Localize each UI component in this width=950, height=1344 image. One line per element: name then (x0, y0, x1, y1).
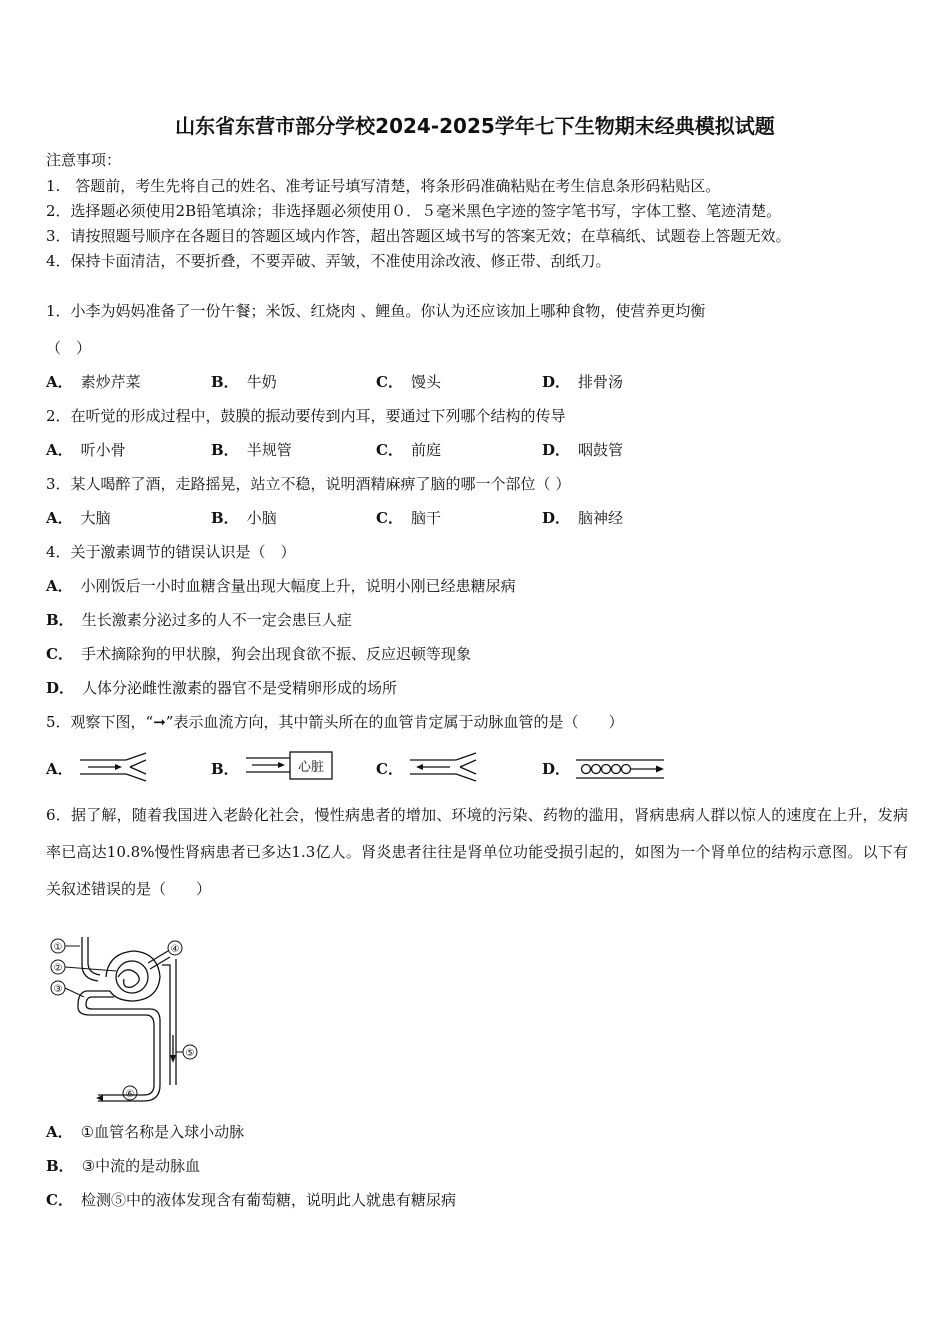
option-text: 排骨汤 (578, 373, 624, 391)
option-d[interactable] (542, 758, 578, 780)
question-6-stem: 6．据了解，随着我国进入老龄化社会，慢性病患者的增加、环境的污染、药物的滥用，肾病患病人群以惊人的速度在上升，发病率已高达10.8%慢性肾病患者已多达1.3亿人。肾炎患者往往是肾单位功能受损引起的，如图为一个肾单位的结构示意图。以下有关叙述错误的是（ ） (46, 806, 908, 898)
option-text: 大脑 (80, 509, 111, 527)
option-text: 小刚饭后一小时血糖含量出现大幅度上升，说明小刚已经患糖尿病 (80, 577, 516, 595)
option-letter: C． (376, 441, 403, 459)
option-a[interactable] (46, 758, 81, 780)
option-letter: C． (46, 645, 73, 663)
option-d[interactable] (46, 678, 397, 698)
arrow-right-icon (115, 764, 122, 770)
option-b[interactable] (46, 1156, 200, 1176)
option-c[interactable] (376, 507, 441, 529)
arrow-left-icon (416, 764, 423, 770)
option-d[interactable] (542, 507, 623, 529)
option-letter: B． (211, 760, 239, 778)
option-letter: C． (46, 1191, 73, 1209)
label-4: ④ (170, 944, 180, 955)
option-letter: C． (376, 373, 403, 391)
arrow-left-icon (96, 1095, 103, 1101)
notice-item: 4．保持卡面清洁，不要折叠，不要弄破、弄皱，不准使用涂改液、修正带、刮纸刀。 (46, 252, 611, 270)
option-letter: D． (542, 441, 571, 459)
label-5: ⑤ (185, 1048, 195, 1059)
question-1-stem-bracket: （ ） (46, 339, 92, 357)
option-letter: B． (211, 441, 239, 459)
option-text: 人体分泌雌性激素的器官不是受精卵形成的场所 (82, 679, 398, 697)
option-letter: D． (46, 679, 75, 697)
notice-item: 3．请按照题号顺序在各题目的答题区域内作答，超出答题区域书写的答案无效；在草稿纸、试题卷上答题无效。 (46, 227, 791, 245)
option-letter: B． (46, 611, 74, 629)
option-text: ③中流的是动脉血 (81, 1157, 201, 1175)
option-letter: C． (376, 509, 403, 527)
page-title: 山东省东营市部分学校2024-2025学年七下生物期末经典模拟试题 (175, 114, 775, 138)
option-letter: D． (542, 760, 571, 778)
option-c[interactable] (46, 1190, 456, 1210)
vessel-diagram-a (78, 752, 150, 782)
option-b[interactable] (211, 439, 292, 461)
option-letter: B． (211, 509, 239, 527)
option-a[interactable] (46, 507, 111, 529)
question-5-stem: 5．观察下图，“➞”表示血流方向，其中箭头所在的血管肯定属于动脉血管的是（ ） (46, 713, 624, 731)
option-c[interactable] (376, 439, 441, 461)
label-2: ② (53, 963, 63, 974)
heart-label: 心脏 (297, 760, 325, 775)
option-c[interactable] (376, 371, 441, 393)
option-text: 手术摘除狗的甲状腺，狗会出现食欲不振、反应迟顿等现象 (80, 645, 471, 663)
option-text: 生长激素分泌过多的人不一定会患巨人症 (81, 611, 352, 629)
option-letter: A． (46, 577, 73, 595)
option-text: 馒头 (410, 373, 441, 391)
label-3: ③ (53, 984, 63, 995)
option-text: 咽鼓管 (578, 441, 624, 459)
option-text: 小脑 (246, 509, 277, 527)
option-text: 前庭 (410, 441, 441, 459)
option-a[interactable] (46, 439, 126, 461)
option-b[interactable] (211, 507, 277, 529)
option-text: 脑神经 (578, 509, 624, 527)
option-letter: B． (211, 373, 239, 391)
option-letter: B． (46, 1157, 74, 1175)
question-2-options (46, 439, 906, 461)
glomerulus (116, 961, 148, 993)
arrow-right-icon (656, 766, 664, 773)
vessel-diagram-c (408, 752, 480, 782)
option-text: 检测⑤中的液体发现含有葡萄糖，说明此人就患有糖尿病 (80, 1191, 456, 1209)
option-letter: C． (376, 760, 403, 778)
question-1-stem: 1．小李为妈妈准备了一份午餐；米饭、红烧肉 、鲤鱼。你认为还应该加上哪种食物，使营养更均衡 (46, 302, 706, 320)
option-d[interactable] (542, 439, 623, 461)
option-letter: A． (46, 509, 73, 527)
option-text: ①血管名称是入球小动脉 (80, 1123, 245, 1141)
arrow-right-icon (278, 762, 285, 768)
label-6: ⑥ (125, 1089, 135, 1100)
nephron-diagram (46, 935, 206, 1105)
option-a[interactable] (46, 371, 141, 393)
option-letter: A． (46, 441, 73, 459)
vessel-diagram-d (574, 756, 670, 782)
option-b[interactable] (211, 371, 277, 393)
option-text: 脑干 (410, 509, 441, 527)
option-c[interactable] (376, 758, 411, 780)
option-b[interactable] (211, 758, 247, 780)
question-3-stem: 3．某人喝醉了酒，走路摇晃，站立不稳，说明酒精麻痹了脑的哪一个部位（ ） (46, 475, 571, 493)
question-2-stem: 2．在听觉的形成过程中，鼓膜的振动要传到内耳，要通过下列哪个结构的传导 (46, 407, 566, 425)
option-text: 半规管 (246, 441, 292, 459)
question-4-stem: 4．关于激素调节的错误认识是（ ） (46, 543, 296, 561)
option-text: 素炒芹菜 (80, 373, 141, 391)
option-a[interactable] (46, 576, 516, 596)
option-letter: A． (46, 1123, 73, 1141)
notice-item: 1. 答题前，考生先将自己的姓名、准考证号填写清楚，将条形码准确粘贴在考生信息条形码粘贴区。 (46, 177, 721, 195)
question-3-options (46, 507, 906, 529)
notice-item: 2．选择题必须使用2B铅笔填涂；非选择题必须使用０．５毫米黑色字迹的签字笔书写，字体工整、笔迹清楚。 (46, 202, 782, 220)
option-b[interactable] (46, 610, 352, 630)
label-1: ① (53, 942, 63, 953)
option-letter: D． (542, 509, 571, 527)
option-a[interactable] (46, 1122, 244, 1142)
option-letter: A． (46, 373, 73, 391)
option-text: 牛奶 (246, 373, 277, 391)
option-text: 听小骨 (80, 441, 126, 459)
option-d[interactable] (542, 371, 623, 393)
vessel-diagram-b (244, 750, 336, 782)
option-letter: A． (46, 760, 73, 778)
arrow-down-icon (170, 1055, 176, 1063)
question-1-options (46, 371, 906, 393)
notice-heading: 注意事项： (46, 151, 122, 169)
option-letter: D． (542, 373, 571, 391)
option-c[interactable] (46, 644, 471, 664)
